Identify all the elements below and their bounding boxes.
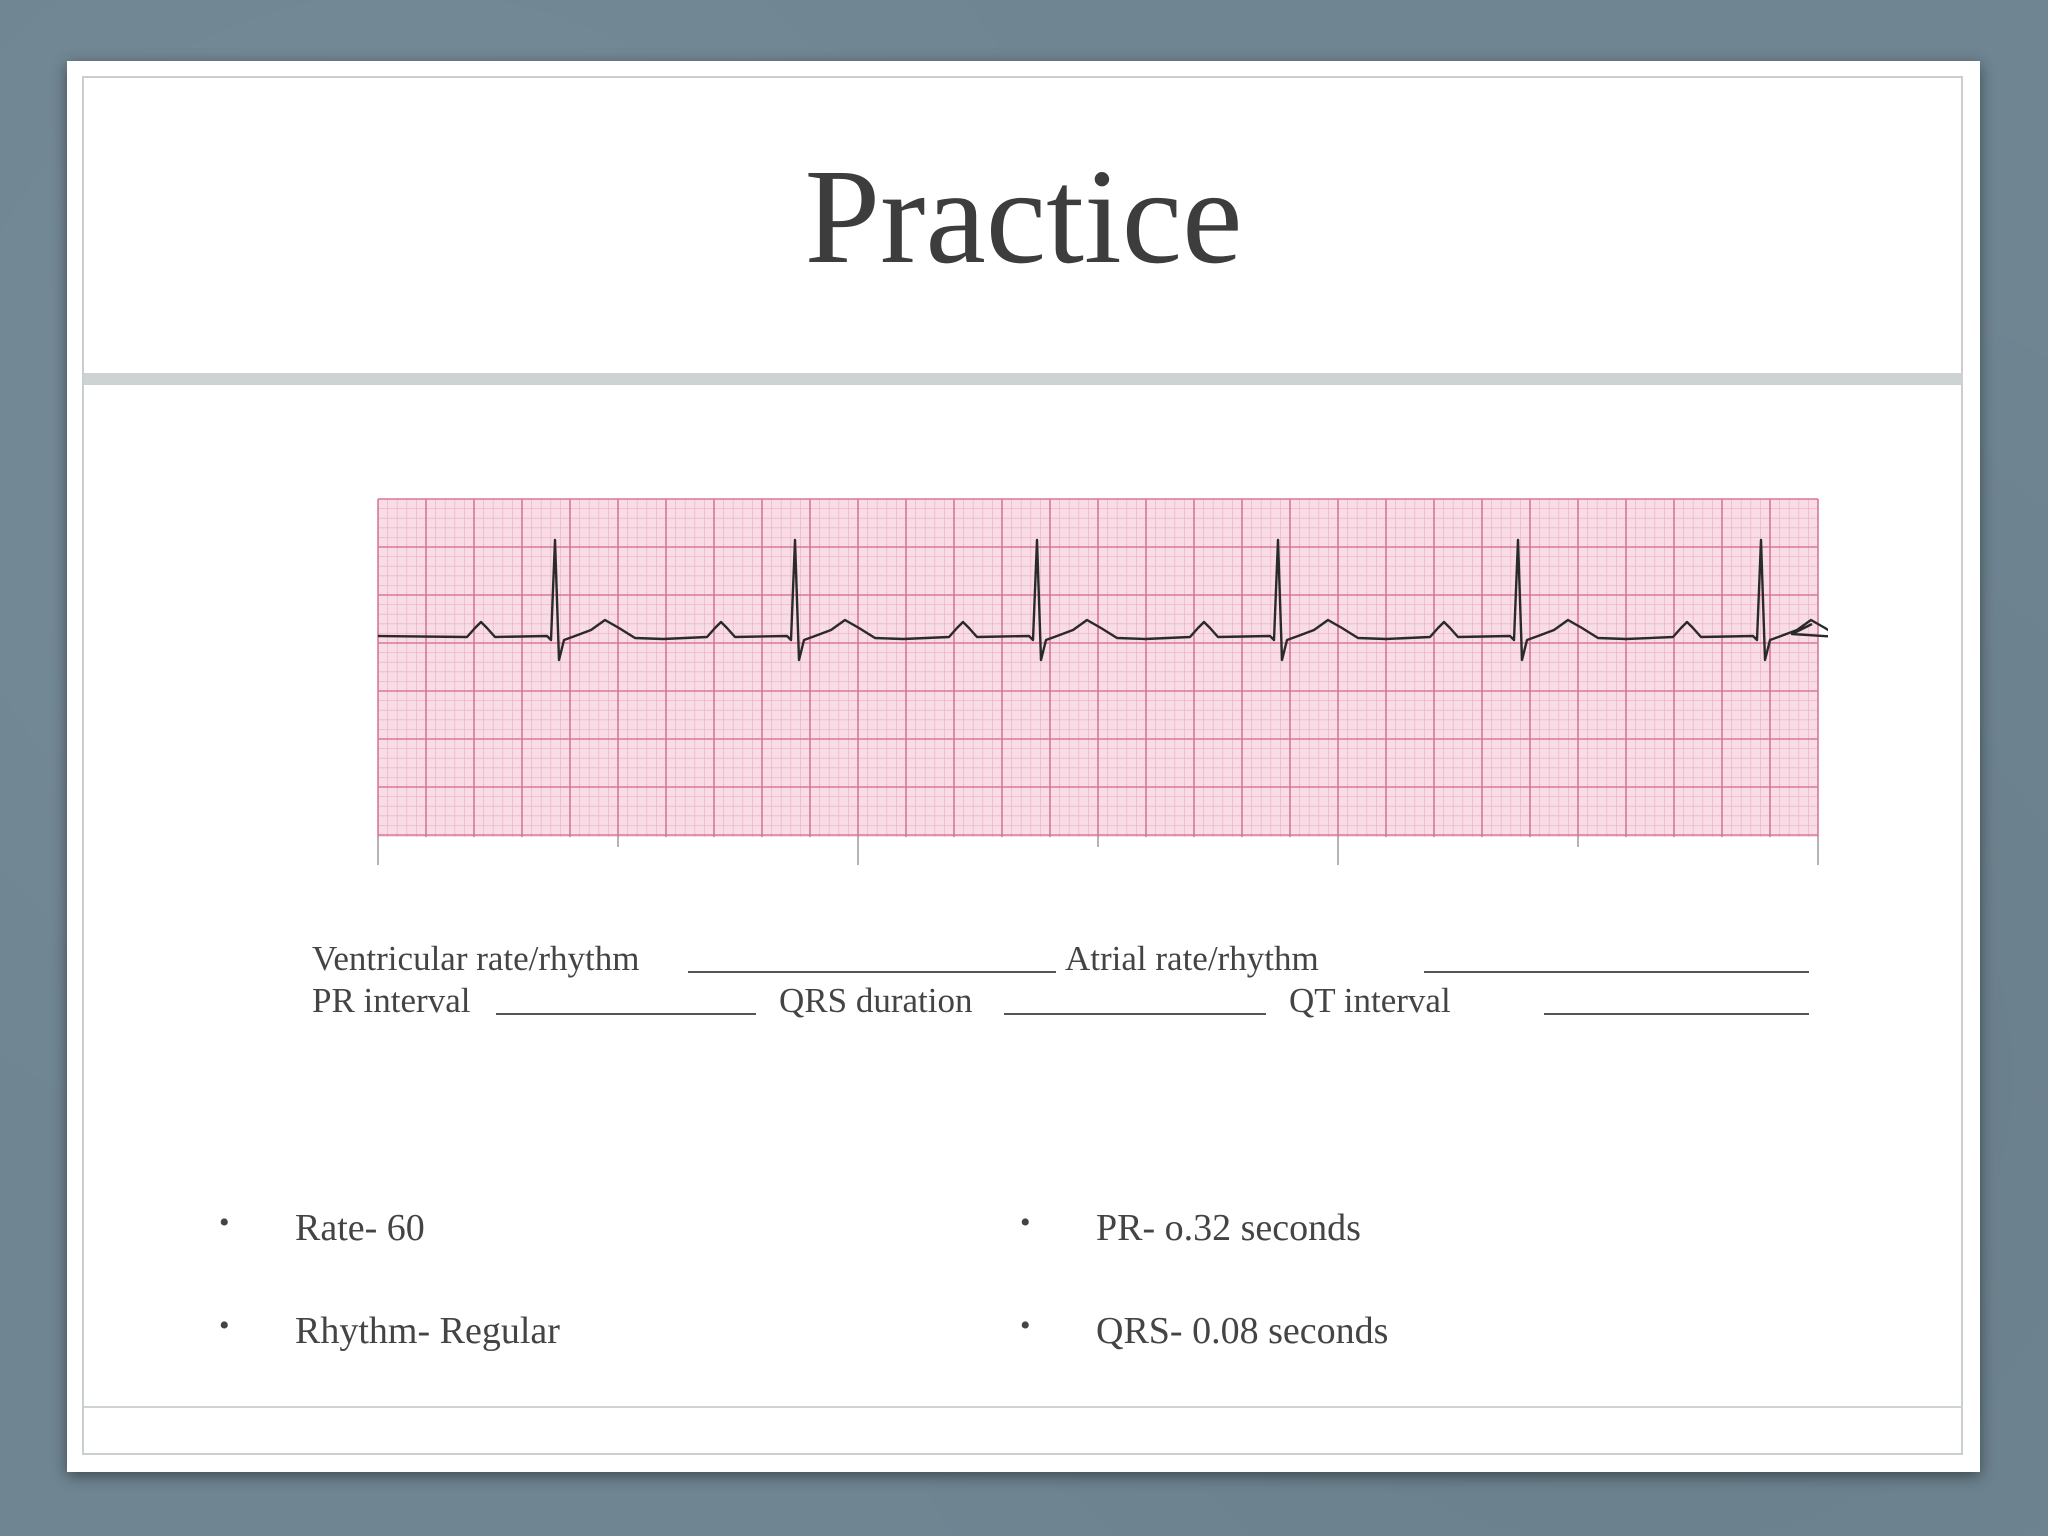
- ventricular-rate-blank: [688, 971, 1056, 973]
- atrial-rate-label: Atrial rate/rhythm: [1065, 939, 1319, 978]
- bullet-marker: •: [219, 1309, 230, 1342]
- qrs-answer: QRS- 0.08 seconds: [1096, 1310, 1389, 1352]
- qrs-duration-blank: [1004, 1013, 1266, 1015]
- qrs-duration-label: QRS duration: [779, 981, 973, 1020]
- ecg-bottom-ticks: [378, 837, 1818, 865]
- pr-answer: PR- o.32 seconds: [1096, 1207, 1361, 1249]
- qt-interval-label: QT interval: [1289, 981, 1451, 1020]
- slide: [67, 61, 1980, 1472]
- rhythm-answer: Rhythm- Regular: [295, 1310, 560, 1352]
- pr-interval-label: PR interval: [312, 981, 471, 1020]
- bullet-marker: •: [219, 1206, 230, 1239]
- ventricular-rate-label: Ventricular rate/rhythm: [312, 939, 640, 978]
- atrial-rate-blank: [1424, 971, 1809, 973]
- pr-interval-blank: [496, 1013, 756, 1015]
- footer-divider: [84, 1406, 1963, 1408]
- qt-interval-blank: [1544, 1013, 1809, 1015]
- worksheet-row-2: [312, 981, 1812, 1021]
- worksheet-row-1: [312, 939, 1812, 979]
- slide-title: Practice: [804, 142, 1243, 292]
- rate-answer: Rate- 60: [295, 1207, 425, 1249]
- title-divider: [84, 373, 1963, 385]
- bullet-marker: •: [1020, 1206, 1031, 1239]
- bullet-marker: •: [1020, 1309, 1031, 1342]
